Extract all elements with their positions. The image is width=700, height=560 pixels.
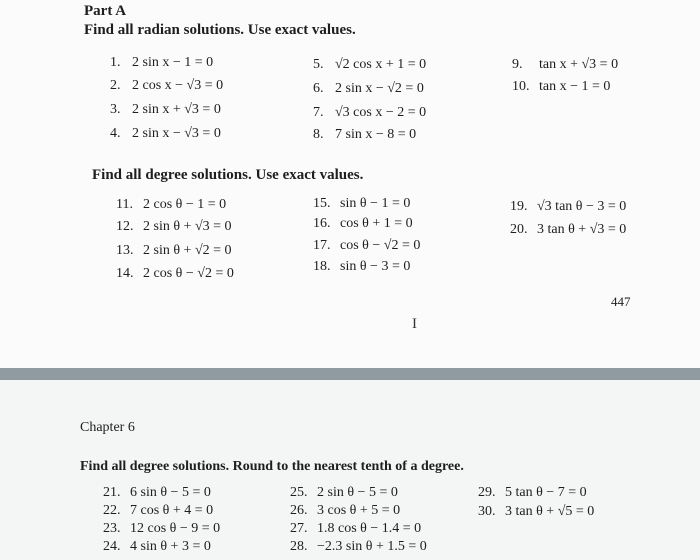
- problem-15: 15. sin θ − 1 = 0: [313, 196, 411, 211]
- textbook-page-chapter-6: [0, 380, 700, 560]
- problem-2: 2. 2 cos x − √3 = 0: [110, 78, 224, 93]
- problem-20: 20. 3 tan θ + √3 = 0: [510, 222, 627, 237]
- page-separator: [0, 368, 700, 380]
- part-title: Part A: [84, 3, 127, 19]
- problem-23: 23. 12 cos θ − 9 = 0: [103, 521, 221, 536]
- problem-1: 1. 2 sin x − 1 = 0: [110, 55, 214, 70]
- section-instruction-degree-exact: Find all degree solutions. Use exact values.: [92, 167, 364, 183]
- problem-27: 27. 1.8 cos θ − 1.4 = 0: [290, 521, 422, 536]
- problem-10: 10. tan x − 1 = 0: [512, 79, 611, 94]
- problem-14: 14. 2 cos θ − √2 = 0: [116, 266, 234, 281]
- problem-28: 28. −2.3 sin θ + 1.5 = 0: [290, 539, 427, 554]
- problem-3: 3. 2 sin x + √3 = 0: [110, 102, 221, 117]
- problem-30: 30. 3 tan θ + √5 = 0: [478, 504, 595, 519]
- problem-22: 22. 7 cos θ + 4 = 0: [103, 503, 214, 518]
- problem-19: 19. √3 tan θ − 3 = 0: [510, 199, 627, 214]
- problem-8: 8. 7 sin x − 8 = 0: [313, 127, 417, 142]
- page-number: 447: [611, 294, 631, 309]
- problem-17: 17. cos θ − √2 = 0: [313, 238, 421, 253]
- problem-5: 5. √2 cos x + 1 = 0: [313, 57, 427, 72]
- problem-7: 7. √3 cos x − 2 = 0: [313, 105, 427, 120]
- problem-12: 12. 2 sin θ + √3 = 0: [116, 219, 232, 234]
- section-instruction-radian: Find all radian solutions. Use exact values.: [84, 22, 356, 38]
- problem-29: 29. 5 tan θ − 7 = 0: [478, 485, 587, 500]
- problem-25: 25. 2 sin θ − 5 = 0: [290, 485, 398, 500]
- problem-16: 16. cos θ + 1 = 0: [313, 216, 413, 231]
- problem-6: 6. 2 sin x − √2 = 0: [313, 81, 424, 96]
- text-cursor-icon: I: [412, 316, 417, 332]
- problem-26: 26. 3 cos θ + 5 = 0: [290, 503, 401, 518]
- problem-11: 11. 2 cos θ − 1 = 0: [116, 197, 227, 212]
- problem-18: 18. sin θ − 3 = 0: [313, 259, 411, 274]
- problem-24: 24. 4 sin θ + 3 = 0: [103, 539, 211, 554]
- chapter-header: Chapter 6: [80, 420, 135, 435]
- problem-21: 21. 6 sin θ − 5 = 0: [103, 485, 211, 500]
- problem-4: 4. 2 sin x − √3 = 0: [110, 126, 221, 141]
- section-instruction-degree-rounded: Find all degree solutions. Round to the nearest tenth of a degree.: [80, 459, 464, 474]
- problem-13: 13. 2 sin θ + √2 = 0: [116, 243, 232, 258]
- problem-9: 9. tan x + √3 = 0: [512, 57, 619, 72]
